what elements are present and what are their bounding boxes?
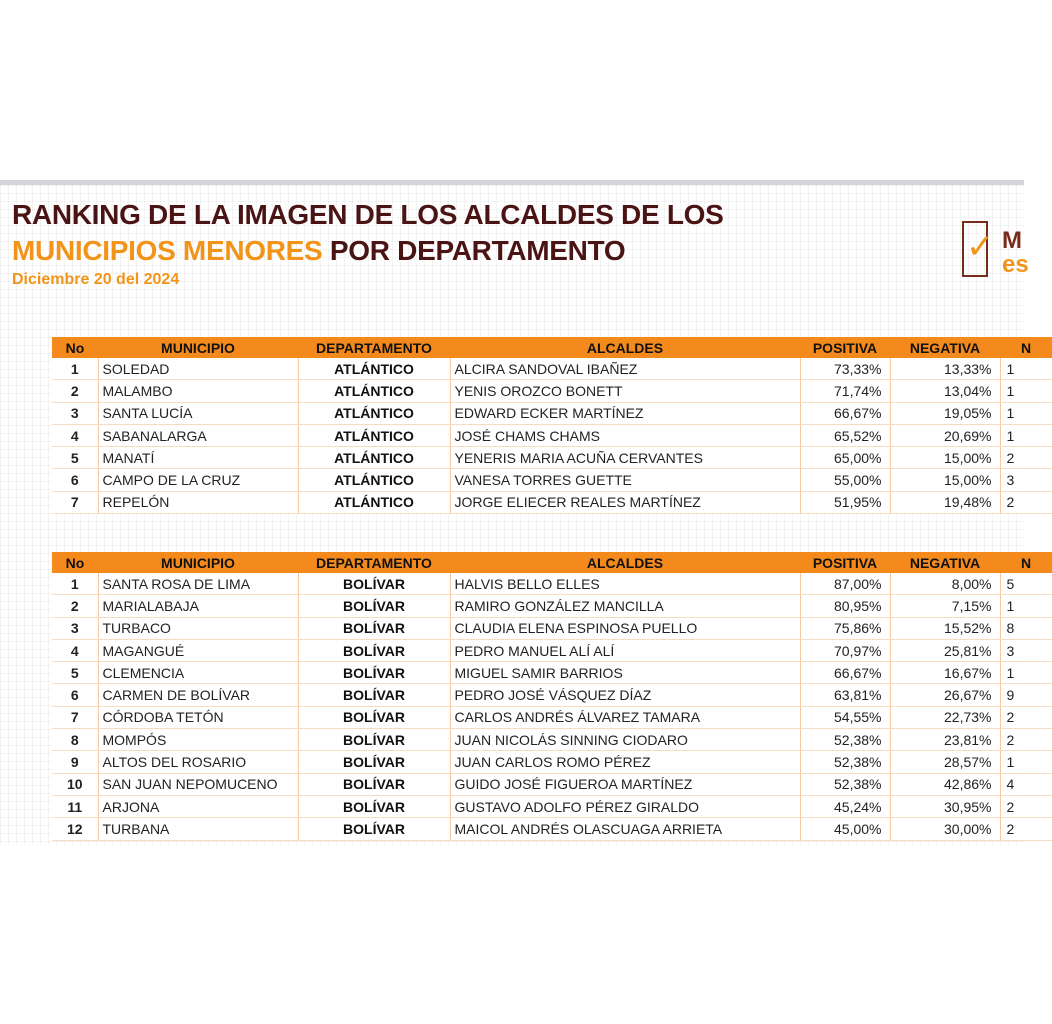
- cell-municipio: SOLEDAD: [98, 358, 298, 380]
- cell-no: 9: [52, 751, 98, 773]
- cell-municipio: MARIALABAJA: [98, 595, 298, 617]
- cell-departamento: BOLÍVAR: [298, 751, 450, 773]
- cell-departamento: BOLÍVAR: [298, 729, 450, 751]
- cell-positiva: 45,24%: [800, 795, 890, 817]
- cell-no: 10: [52, 773, 98, 795]
- table-row: [52, 795, 1052, 817]
- header-positiva: POSITIVA: [800, 552, 890, 573]
- cell-municipio: MAGANGUÉ: [98, 639, 298, 661]
- cell-no: 3: [52, 617, 98, 639]
- cell-ns: 1: [1000, 402, 1052, 424]
- cell-negativa: 15,00%: [890, 447, 1000, 469]
- cell-municipio: CARMEN DE BOLÍVAR: [98, 684, 298, 706]
- table-row: [52, 662, 1052, 684]
- cell-municipio: TURBANA: [98, 818, 298, 840]
- header-alcaldes: ALCALDES: [450, 552, 800, 573]
- header-municipio: MUNICIPIO: [98, 337, 298, 358]
- cell-alcalde: JORGE ELIECER REALES MARTÍNEZ: [450, 491, 800, 513]
- cell-ns: 9: [1000, 684, 1052, 706]
- cell-departamento: ATLÁNTICO: [298, 447, 450, 469]
- cell-negativa: 19,05%: [890, 402, 1000, 424]
- cell-no: 7: [52, 706, 98, 728]
- cell-alcalde: JUAN CARLOS ROMO PÉREZ: [450, 751, 800, 773]
- cell-negativa: 28,57%: [890, 751, 1000, 773]
- table-row: [52, 617, 1052, 639]
- header-no: No: [52, 337, 98, 358]
- cell-ns: 3: [1000, 469, 1052, 491]
- cell-departamento: BOLÍVAR: [298, 662, 450, 684]
- cell-negativa: 30,95%: [890, 795, 1000, 817]
- cell-municipio: MALAMBO: [98, 380, 298, 402]
- cell-positiva: 71,74%: [800, 380, 890, 402]
- cell-positiva: 52,38%: [800, 773, 890, 795]
- table-row: [52, 358, 1052, 380]
- cell-positiva: 73,33%: [800, 358, 890, 380]
- cell-no: 5: [52, 447, 98, 469]
- table-header-row: [52, 552, 1052, 573]
- cell-ns: 2: [1000, 795, 1052, 817]
- cell-departamento: BOLÍVAR: [298, 684, 450, 706]
- cell-positiva: 66,67%: [800, 662, 890, 684]
- table-row: [52, 818, 1052, 840]
- cell-ns: 1: [1000, 380, 1052, 402]
- cell-ns: 2: [1000, 447, 1052, 469]
- table-row: [52, 729, 1052, 751]
- cell-departamento: BOLÍVAR: [298, 795, 450, 817]
- cell-positiva: 70,97%: [800, 639, 890, 661]
- report-date: Diciembre 20 del 2024: [12, 271, 180, 288]
- cell-municipio: CAMPO DE LA CRUZ: [98, 469, 298, 491]
- cell-alcalde: RAMIRO GONZÁLEZ MANCILLA: [450, 595, 800, 617]
- cell-no: 4: [52, 639, 98, 661]
- cell-alcalde: GUIDO JOSÉ FIGUEROA MARTÍNEZ: [450, 773, 800, 795]
- cell-ns: 5: [1000, 573, 1052, 595]
- cell-ns: 2: [1000, 491, 1052, 513]
- cell-negativa: 13,33%: [890, 358, 1000, 380]
- cell-no: 7: [52, 491, 98, 513]
- cell-alcalde: MAICOL ANDRÉS OLASCUAGA ARRIETA: [450, 818, 800, 840]
- brand-logo: [958, 219, 1028, 287]
- table-header-row: [52, 337, 1052, 358]
- cell-municipio: CÓRDOBA TETÓN: [98, 706, 298, 728]
- cell-departamento: BOLÍVAR: [298, 706, 450, 728]
- cell-ns: 2: [1000, 729, 1052, 751]
- table-row: [52, 773, 1052, 795]
- cell-negativa: 23,81%: [890, 729, 1000, 751]
- cell-negativa: 15,52%: [890, 617, 1000, 639]
- cell-municipio: SANTA LUCÍA: [98, 402, 298, 424]
- cell-positiva: 63,81%: [800, 684, 890, 706]
- cell-no: 1: [52, 573, 98, 595]
- cell-positiva: 65,00%: [800, 447, 890, 469]
- cell-positiva: 80,95%: [800, 595, 890, 617]
- cell-alcalde: PEDRO JOSÉ VÁSQUEZ DÍAZ: [450, 684, 800, 706]
- cell-municipio: SAN JUAN NEPOMUCENO: [98, 773, 298, 795]
- cell-negativa: 22,73%: [890, 706, 1000, 728]
- cell-departamento: BOLÍVAR: [298, 573, 450, 595]
- title-line-2: POR DEPARTAMENTO: [322, 235, 626, 266]
- cell-positiva: 52,38%: [800, 729, 890, 751]
- header-departamento: DEPARTAMENTO: [298, 552, 450, 573]
- cell-no: 8: [52, 729, 98, 751]
- cell-no: 6: [52, 469, 98, 491]
- cell-negativa: 25,81%: [890, 639, 1000, 661]
- header-municipio: MUNICIPIO: [98, 552, 298, 573]
- cell-alcalde: YENIS OROZCO BONETT: [450, 380, 800, 402]
- cell-ns: 1: [1000, 358, 1052, 380]
- cell-ns: 8: [1000, 617, 1052, 639]
- cell-municipio: ALTOS DEL ROSARIO: [98, 751, 298, 773]
- table-row: [52, 639, 1052, 661]
- cell-positiva: 55,00%: [800, 469, 890, 491]
- cell-alcalde: YENERIS MARIA ACUÑA CERVANTES: [450, 447, 800, 469]
- cell-positiva: 51,95%: [800, 491, 890, 513]
- cell-positiva: 75,86%: [800, 617, 890, 639]
- table-row: [52, 424, 1052, 446]
- header-no: No: [52, 552, 98, 573]
- cell-departamento: BOLÍVAR: [298, 617, 450, 639]
- cell-negativa: 20,69%: [890, 424, 1000, 446]
- table-row: [52, 751, 1052, 773]
- cell-departamento: ATLÁNTICO: [298, 491, 450, 513]
- cell-municipio: REPELÓN: [98, 491, 298, 513]
- cell-ns: 1: [1000, 424, 1052, 446]
- cell-negativa: 13,04%: [890, 380, 1000, 402]
- title-accent: MUNICIPIOS MENORES: [12, 235, 323, 266]
- header-ns: N: [1000, 337, 1052, 358]
- table-row: [52, 469, 1052, 491]
- cell-departamento: ATLÁNTICO: [298, 380, 450, 402]
- cell-no: 12: [52, 818, 98, 840]
- cell-municipio: SANTA ROSA DE LIMA: [98, 573, 298, 595]
- cell-alcalde: CARLOS ANDRÉS ÁLVAREZ TAMARA: [450, 706, 800, 728]
- cell-municipio: ARJONA: [98, 795, 298, 817]
- cell-ns: 1: [1000, 662, 1052, 684]
- cell-alcalde: HALVIS BELLO ELLES: [450, 573, 800, 595]
- cell-positiva: 54,55%: [800, 706, 890, 728]
- table-row: [52, 573, 1052, 595]
- cell-ns: 1: [1000, 751, 1052, 773]
- cell-departamento: BOLÍVAR: [298, 639, 450, 661]
- header-departamento: DEPARTAMENTO: [298, 337, 450, 358]
- cell-negativa: 42,86%: [890, 773, 1000, 795]
- cell-negativa: 19,48%: [890, 491, 1000, 513]
- cell-no: 5: [52, 662, 98, 684]
- cell-alcalde: VANESA TORRES GUETTE: [450, 469, 800, 491]
- header-ns: N: [1000, 552, 1052, 573]
- logo-text-top: M: [1002, 227, 1022, 254]
- cell-departamento: BOLÍVAR: [298, 818, 450, 840]
- cell-municipio: TURBACO: [98, 617, 298, 639]
- cell-alcalde: JOSÉ CHAMS CHAMS: [450, 424, 800, 446]
- cell-no: 3: [52, 402, 98, 424]
- cell-departamento: ATLÁNTICO: [298, 424, 450, 446]
- cell-no: 6: [52, 684, 98, 706]
- cell-negativa: 26,67%: [890, 684, 1000, 706]
- table-row: [52, 380, 1052, 402]
- cell-departamento: ATLÁNTICO: [298, 402, 450, 424]
- cell-positiva: 45,00%: [800, 818, 890, 840]
- header-negativa: NEGATIVA: [890, 552, 1000, 573]
- cell-ns: 4: [1000, 773, 1052, 795]
- cell-alcalde: CLAUDIA ELENA ESPINOSA PUELLO: [450, 617, 800, 639]
- table-row: [52, 595, 1052, 617]
- cell-alcalde: MIGUEL SAMIR BARRIOS: [450, 662, 800, 684]
- report-sheet: [0, 180, 1032, 845]
- table-row: [52, 491, 1052, 513]
- cell-municipio: SABANALARGA: [98, 424, 298, 446]
- cell-positiva: 87,00%: [800, 573, 890, 595]
- cell-ns: 3: [1000, 639, 1052, 661]
- cell-no: 1: [52, 358, 98, 380]
- cell-ns: 2: [1000, 706, 1052, 728]
- cell-municipio: MOMPÓS: [98, 729, 298, 751]
- cell-no: 2: [52, 595, 98, 617]
- table-row: [52, 447, 1052, 469]
- cell-no: 2: [52, 380, 98, 402]
- cell-alcalde: JUAN NICOLÁS SINNING CIODARO: [450, 729, 800, 751]
- table-row: [52, 706, 1052, 728]
- cell-departamento: BOLÍVAR: [298, 595, 450, 617]
- cell-negativa: 15,00%: [890, 469, 1000, 491]
- header-alcaldes: ALCALDES: [450, 337, 800, 358]
- cell-alcalde: EDWARD ECKER MARTÍNEZ: [450, 402, 800, 424]
- report-title: [12, 197, 724, 269]
- cell-positiva: 52,38%: [800, 751, 890, 773]
- header-negativa: NEGATIVA: [890, 337, 1000, 358]
- cell-negativa: 7,15%: [890, 595, 1000, 617]
- ranking-table-bolivar: [52, 552, 1052, 841]
- cell-departamento: BOLÍVAR: [298, 773, 450, 795]
- ranking-table-atlantico: [52, 337, 1052, 514]
- cell-municipio: MANATÍ: [98, 447, 298, 469]
- cell-alcalde: ALCIRA SANDOVAL IBAÑEZ: [450, 358, 800, 380]
- cell-positiva: 65,52%: [800, 424, 890, 446]
- table-row: [52, 684, 1052, 706]
- check-mark-icon: ✓: [966, 228, 995, 266]
- cell-departamento: ATLÁNTICO: [298, 469, 450, 491]
- cell-negativa: 8,00%: [890, 573, 1000, 595]
- cell-negativa: 16,67%: [890, 662, 1000, 684]
- cell-positiva: 66,67%: [800, 402, 890, 424]
- cell-municipio: CLEMENCIA: [98, 662, 298, 684]
- title-line-1: RANKING DE LA IMAGEN DE LOS ALCALDES DE LOS: [12, 199, 724, 230]
- cell-ns: 2: [1000, 818, 1052, 840]
- cell-alcalde: PEDRO MANUEL ALÍ ALÍ: [450, 639, 800, 661]
- cell-no: 4: [52, 424, 98, 446]
- cell-departamento: ATLÁNTICO: [298, 358, 450, 380]
- cell-negativa: 30,00%: [890, 818, 1000, 840]
- cell-ns: 1: [1000, 595, 1052, 617]
- logo-text-bottom: es: [1002, 251, 1029, 278]
- table-row: [52, 402, 1052, 424]
- cell-no: 11: [52, 795, 98, 817]
- cell-alcalde: GUSTAVO ADOLFO PÉREZ GIRALDO: [450, 795, 800, 817]
- header-positiva: POSITIVA: [800, 337, 890, 358]
